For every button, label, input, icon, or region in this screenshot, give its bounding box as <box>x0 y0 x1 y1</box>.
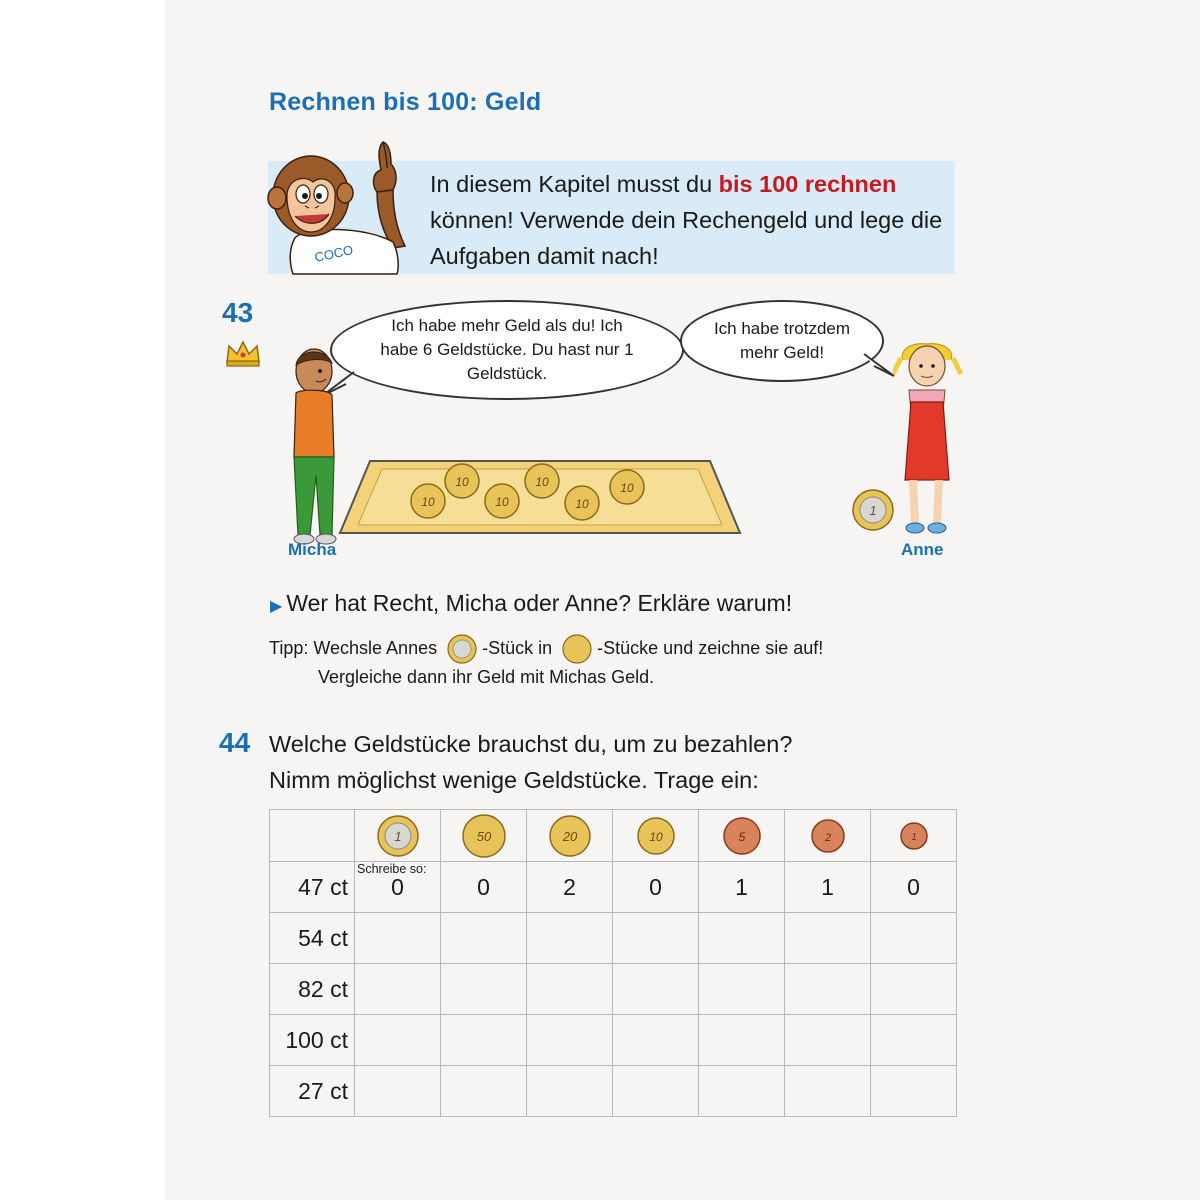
coin-table <box>269 809 957 1117</box>
task43-tip <box>269 634 823 690</box>
answer-cell <box>699 862 785 913</box>
answer-cell[interactable] <box>527 964 613 1015</box>
coin-label: 10 <box>620 481 634 495</box>
answer-cell[interactable] <box>355 1015 441 1066</box>
tip-line-1 <box>269 634 823 664</box>
answer-cell[interactable] <box>785 1066 871 1117</box>
answer-cell[interactable] <box>355 964 441 1015</box>
answer-cell[interactable] <box>613 1015 699 1066</box>
answer-value: 1 <box>821 873 834 900</box>
table-row <box>270 913 957 964</box>
name-label-anne: Anne <box>901 540 944 559</box>
answer-cell[interactable] <box>785 1015 871 1066</box>
one-euro-coin-icon <box>376 814 420 858</box>
row-amount-label: 100 ct <box>270 1015 355 1066</box>
answer-cell[interactable] <box>527 1066 613 1117</box>
answer-cell[interactable] <box>699 964 785 1015</box>
answer-cell[interactable] <box>613 1066 699 1117</box>
coin-header-10-cent <box>613 810 699 862</box>
table-row <box>270 862 957 913</box>
monkey-mascot-illustration <box>265 138 425 278</box>
intro-text-end: können! Verwende dein Rechengeld und lege die Aufgaben damit nach! <box>430 207 943 269</box>
answer-cell[interactable] <box>871 964 957 1015</box>
two-cent-coin-icon <box>810 818 846 854</box>
table-row <box>270 1066 957 1117</box>
answer-value: 0 <box>649 873 662 900</box>
ten-cent-coin-icon <box>636 816 676 856</box>
answer-cell <box>441 862 527 913</box>
answer-value: 1 <box>735 873 748 900</box>
speech-bubble-micha <box>330 300 684 400</box>
answer-cell[interactable] <box>613 913 699 964</box>
coin-label: 1 <box>869 503 877 518</box>
answer-value: 0 <box>391 873 404 900</box>
task44-line-1: Welche Geldstücke brauchst du, um zu bezahlen? <box>269 731 793 757</box>
coin-header-1-cent <box>871 810 957 862</box>
answer-cell[interactable] <box>527 913 613 964</box>
coin-label: 1 <box>393 828 402 844</box>
coin-label: 50 <box>476 828 491 844</box>
coin-label: 5 <box>738 829 745 844</box>
answer-cell[interactable] <box>441 913 527 964</box>
answer-value: 2 <box>563 873 576 900</box>
crown-icon <box>224 338 262 368</box>
intro-text-start: In diesem Kapitel musst du <box>430 171 719 197</box>
task44-line-2: Nimm möglichst wenige Geldstücke. Trage ein: <box>269 767 759 793</box>
coin-header-50-cent <box>441 810 527 862</box>
one-euro-coin-icon <box>444 634 480 664</box>
answer-cell[interactable] <box>871 1066 957 1117</box>
answer-cell[interactable] <box>699 1015 785 1066</box>
one-euro-coin-icon <box>851 488 895 532</box>
page-title: Rechnen bis 100: Geld <box>269 88 542 116</box>
row-amount-label: 82 ct <box>270 964 355 1015</box>
answer-cell[interactable] <box>785 964 871 1015</box>
answer-cell[interactable] <box>699 1066 785 1117</box>
tip-end: -Stücke und zeichne sie auf! <box>597 637 824 658</box>
task43-question-text: Wer hat Recht, Micha oder Anne? Erkläre warum! <box>286 590 793 616</box>
answer-cell <box>613 862 699 913</box>
table-row <box>270 964 957 1015</box>
shirt-label: COCO <box>313 242 355 265</box>
coin-label: 10 <box>495 495 509 509</box>
answer-cell[interactable] <box>527 1015 613 1066</box>
answer-cell <box>527 862 613 913</box>
row-amount-label: 47 ct <box>270 862 355 913</box>
empty-header-cell <box>270 810 355 862</box>
fifty-cent-coin-icon <box>461 813 507 859</box>
ten-cent-coin-icon <box>559 634 595 664</box>
tip-line-2: Vergleiche dann ihr Geld mit Michas Geld. <box>318 667 655 687</box>
tip-label: Tipp: Wechsle Annes <box>269 637 438 658</box>
coin-label: 10 <box>648 829 663 844</box>
name-label-micha: Micha <box>288 540 337 559</box>
coin-label: 20 <box>562 828 577 844</box>
intro-text <box>430 166 950 274</box>
one-cent-coin-icon <box>899 821 929 851</box>
answer-cell[interactable] <box>441 1015 527 1066</box>
row-amount-label: 27 ct <box>270 1066 355 1117</box>
coin-label: 10 <box>421 495 435 509</box>
answer-cell[interactable] <box>355 913 441 964</box>
answer-cell[interactable] <box>871 1015 957 1066</box>
row-amount-label: 54 ct <box>270 913 355 964</box>
coin-header-2-cent <box>785 810 871 862</box>
coin-header-1-euro <box>355 810 441 862</box>
coin-label: 10 <box>535 475 549 489</box>
answer-cell[interactable] <box>613 964 699 1015</box>
coin-header-20-cent <box>527 810 613 862</box>
coin-label: 2 <box>824 831 831 844</box>
intro-highlight: bis 100 rechnen <box>718 171 897 197</box>
answer-cell[interactable] <box>699 913 785 964</box>
answer-cell[interactable] <box>355 1066 441 1117</box>
carpet-with-coins-illustration <box>330 455 750 540</box>
answer-cell[interactable] <box>441 1066 527 1117</box>
coin-label: 10 <box>575 497 589 511</box>
triangle-bullet-icon: ▶ <box>270 598 283 615</box>
speech-bubble-micha-text: Ich habe mehr Geld als du! Ich habe 6 Geldstücke. Du hast nur 1 Geldstück. <box>380 316 634 383</box>
table-row <box>270 1015 957 1066</box>
answer-value: 0 <box>907 873 920 900</box>
answer-value: 0 <box>477 873 490 900</box>
girl-illustration <box>893 340 963 540</box>
task-number-44: 44 <box>219 727 251 758</box>
task-number-43: 43 <box>222 297 254 328</box>
tip-mid: -Stück in <box>482 637 553 658</box>
task43-question <box>270 590 792 617</box>
answer-cell <box>355 862 441 913</box>
coin-header-row <box>270 810 957 862</box>
example-hint: Schreibe so: <box>357 862 427 876</box>
coin-label: 10 <box>455 475 469 489</box>
speech-bubble-anne <box>680 300 884 382</box>
twenty-cent-coin-icon <box>548 814 592 858</box>
answer-cell[interactable] <box>785 913 871 964</box>
coin-label: 1 <box>910 831 917 843</box>
coin-header-5-cent <box>699 810 785 862</box>
answer-cell <box>871 862 957 913</box>
answer-cell[interactable] <box>441 964 527 1015</box>
task44-instructions <box>269 726 792 798</box>
five-cent-coin-icon <box>722 816 762 856</box>
answer-cell <box>785 862 871 913</box>
speech-bubble-anne-text: Ich habe trotzdem mehr Geld! <box>713 319 851 362</box>
answer-cell[interactable] <box>871 913 957 964</box>
